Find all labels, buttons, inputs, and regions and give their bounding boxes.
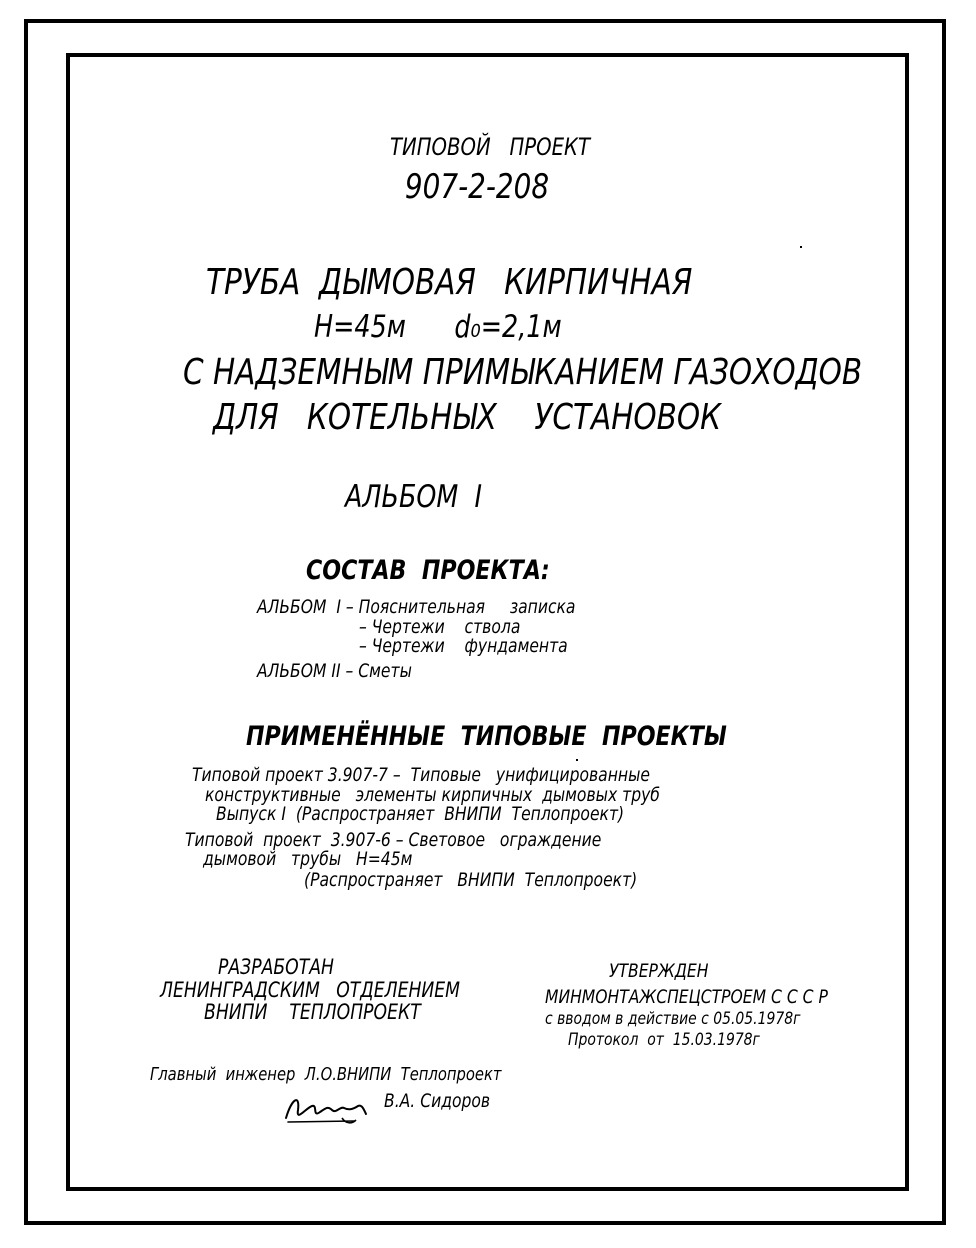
approved-line-4: Протокол от 15.03.1978г [568, 1030, 760, 1050]
chief-engineer-name: В.А. Сидоров [384, 1090, 491, 1112]
scan-speck [800, 246, 802, 248]
album-label: АЛЬБОМ I [345, 479, 482, 515]
applied-line-1: Типовой проект 3.907-7 – Типовые унифицированные [192, 764, 650, 786]
approved-line-1: УТВЕРЖДЕН [609, 960, 709, 982]
developed-line-1: РАЗРАБОТАН [218, 955, 334, 979]
approved-line-2: МИНМОНТАЖСПЕЦСТРОЕМ С С С Р [545, 986, 828, 1008]
composition-item-4: АЛЬБОМ II – Сметы [257, 660, 412, 682]
composition-heading: СОСТАВ ПРОЕКТА: [306, 555, 550, 586]
title-line-1: ТРУБА ДЫМОВАЯ КИРПИЧНАЯ [206, 262, 693, 303]
composition-item-2: – Чертежи ствола [359, 616, 521, 638]
title-line-3: С НАДЗЕМНЫМ ПРИМЫКАНИЕМ ГАЗОХОДОВ [183, 352, 863, 393]
composition-item-3: – Чертежи фундамента [359, 635, 568, 657]
applied-line-4: Типовой проект 3.907-6 – Световое ограждение [185, 829, 602, 851]
applied-line-2: конструктивные элементы кирпичных дымовых труб [205, 784, 660, 806]
signature-icon [282, 1088, 372, 1132]
applied-line-6: (Распространяет ВНИПИ Теплопроект) [304, 869, 638, 891]
title-line-4: ДЛЯ КОТЕЛЬНЫХ УСТАНОВОК [213, 397, 722, 438]
composition-item-1: АЛЬБОМ I – Пояснительная записка [257, 596, 576, 618]
applied-heading: ПРИМЕНЁННЫЕ ТИПОВЫЕ ПРОЕКТЫ [246, 721, 727, 752]
project-number: 907-2-208 [404, 167, 550, 207]
project-type-label: ТИПОВОЙ ПРОЕКТ [389, 133, 591, 161]
developed-line-2: ЛЕНИНГРАДСКИМ ОТДЕЛЕНИЕМ [160, 978, 461, 1002]
approved-line-3: с вводом в действие с 05.05.1978г [545, 1009, 801, 1029]
applied-line-5: дымовой трубы Н=45м [203, 848, 413, 870]
scan-speck [576, 759, 578, 761]
title-line-2: Н=45м d₀=2,1м [314, 309, 562, 345]
applied-line-3: Выпуск I (Распространяет ВНИПИ Теплопроект) [216, 803, 625, 825]
chief-engineer-line: Главный инженер Л.О.ВНИПИ Теплопроект [150, 1064, 502, 1085]
developed-line-3: ВНИПИ ТЕПЛОПРОЕКТ [204, 1000, 421, 1024]
